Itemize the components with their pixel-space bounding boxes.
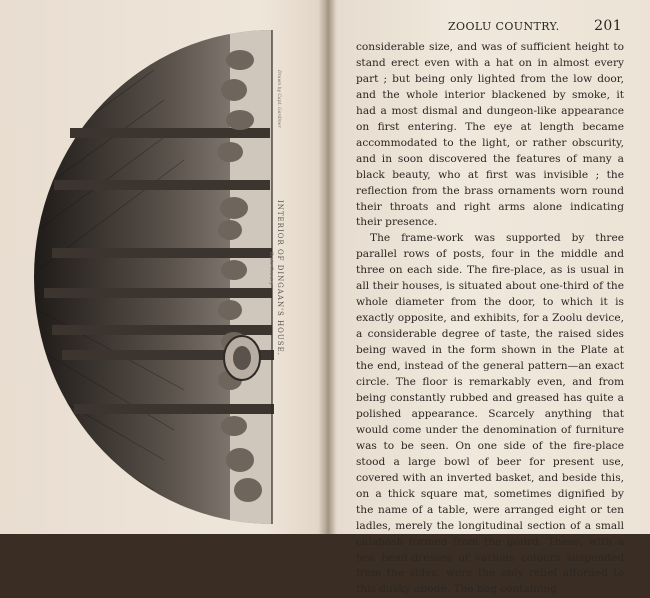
engraved-plate [34,30,282,524]
page-header [356,20,622,36]
right-page [326,0,650,596]
plate-caption: INTERIOR OF DINGAAN'S HOUSE. [276,200,284,356]
paragraph-1: considerable size, and was of sufficient height to stand erect even with a hat on in almost every part ; but being only lighted from the low door, and the whole interior blackened by smoke, it had a most dismal and dungeon-like appearance on first entering. The eye at length became accommodated to the light, or rather obscurity, and in soon discovered the features of many a black beauty, who at first was invisible ; the reflection from the brass ornaments worn round their throats and right arms alone indicating their presence. [356,41,624,229]
post-3 [52,248,272,258]
running-head: ZOOLU COUNTRY. [448,20,560,33]
body-text [356,40,624,598]
post-7 [74,404,274,414]
page-number: 201 [594,18,622,34]
plate-fireplace [224,336,260,380]
paragraph-2: The frame-work was supported by three parallel rows of posts, four in the middle and three on each side. The fire-place, as is usual in all their houses, is situated about one-third of the whole diameter from the door, to which it is exactly opposite, and exhibits, for a Zoolu device, a considerable degree of taste, the raised sides being waved in the form shown in the Plate at the end, instead of the general pattern—an exact circle. The floor is remarkably even, and from being constantly rubbed and greased has quite a polished appearance. Scarcely anything that would come under the denomination of furniture was to be seen. On one side of the fire-place stood a large bowl of beer for present use, covered with an inverted basket, and beside this, on a thick square mat, sometimes dignified by the name of a table, were arranged eight or ten ladles, merely the longitudinal section of a small calabash formed from the gourd. These, with a few bead-dresses of various colours suspended from the sides, were the only relief afforded to this dusky abode. The bag containing [356,232,624,596]
plate-artist-credit: Drawn by Capt. Gardiner [276,70,281,128]
post-2 [54,180,270,190]
plate-sub-caption: Zoolu Country [268,252,273,285]
post-4 [44,288,272,298]
plate-illustration [34,30,282,524]
left-page [0,0,326,534]
